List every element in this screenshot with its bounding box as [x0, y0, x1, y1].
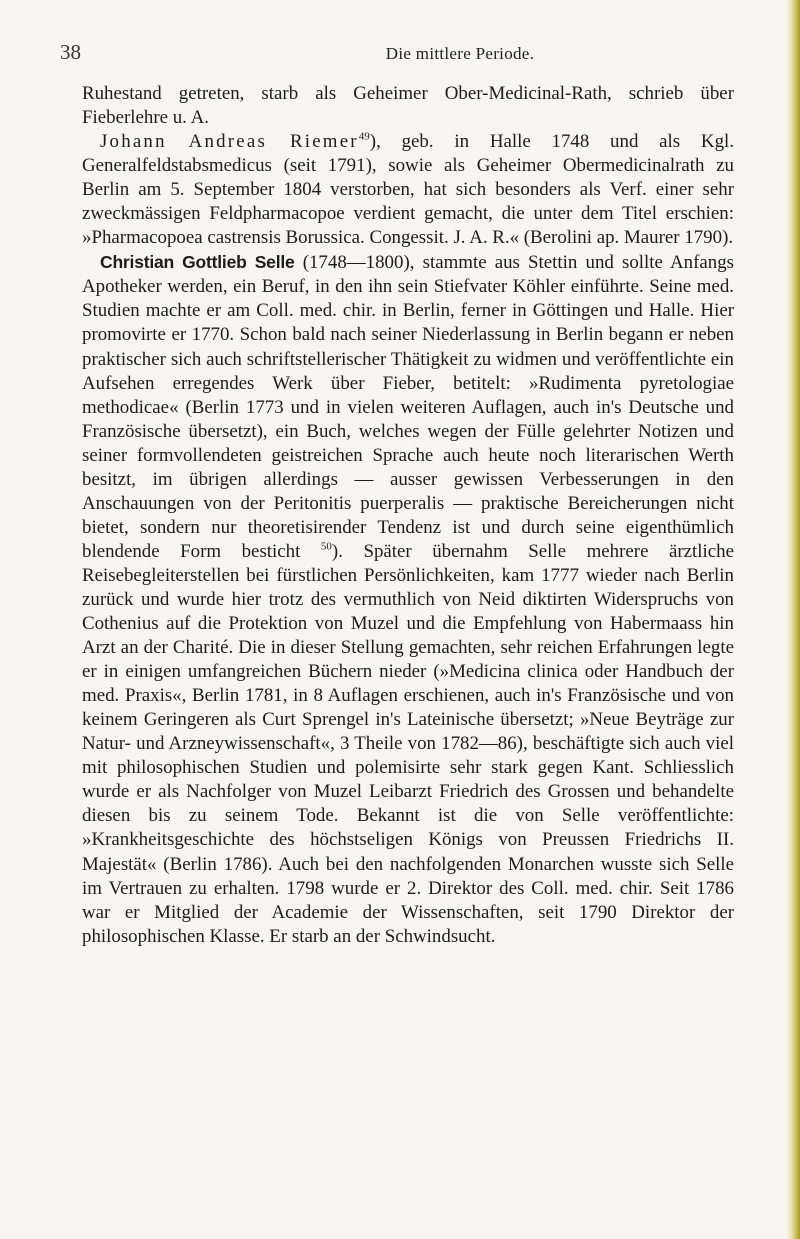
person-name-riemer: Johann Andreas Riemer [100, 131, 359, 153]
body-text [82, 82, 734, 949]
page-number: 38 [60, 40, 81, 64]
running-title: Die mittlere Periode. [385, 44, 535, 63]
page-edge-decoration [786, 0, 800, 1239]
paragraph-selle-text-a: (1748—1800), stammte aus Stettin und sollte Anfangs Apotheker werden, ein Beruf, in den ihn sein Stiefvater Köhler einführte. Seine med. Studien machte er am Coll. med. chir. in Berlin, ferner in Göttingen und Halle. Hier promovirte er 1770. Schon bald nach seiner Niederlassung in Berlin begann er neben praktischer sich auch schriftstellerischer Thätigkeit zu widmen und veröffentlichte ein Aufsehen erregendes Werk über Fieber, betitelt: »Rudimenta pyretologiae methodicae« (Berlin 1773 und in vielen weiteren Auflagen, auch in's Deutsche und Französische übersetzt), ein Buch, welches wegen der Fülle gelehrter Notizen und seiner formvollendeten geistreichen Sprache auch heute noch literarischen Werth besitzt, im übrigen allerdings — ausser gewissen Verbesserungen in den Anschauungen von der Peritonitis puerperalis — praktische Bereicherungen nicht bietet, sondern nur theoretisirender Tendenz ist und durch seine eigenthümlich blendende Form besticht [82, 252, 734, 562]
paragraph-selle [82, 250, 734, 948]
paragraph-continuation: Ruhestand getreten, starb als Geheimer Ober-Medicinal-Rath, schrieb über Fieberlehre u. A. [82, 83, 734, 129]
footnote-ref-50: 50 [320, 540, 332, 553]
paragraph-riemer-text: ), geb. in Halle 1748 und als Kgl. Generalfeldstabsmedicus (seit 1791), sowie als Geheimer Obermedicinalrath zu Berlin am 5. September 1804 verstorben, hat sich besonders als Verf. einer sehr zweckmässigen Feldpharmacopoe verdient gemacht, die unter dem Titel erschien: »Pharmacopoea castrensis Borussica. Congessit. J. A. R.« (Berolini ap. Maurer 1790). [82, 131, 734, 249]
paragraph-selle-text-b: ). Später übernahm Selle mehrere ärztliche Reisebegleiterstellen bei fürstlichen Persönlichkeiten, kam 1777 wieder nach Berlin zurück und wurde hier trotz des vermuthlich von Neid diktirten Widerspruchs von Cothenius auf die Protektion von Muzel und die Empfehlung von Habermaass hin Arzt an der Charité. Die in dieser Stellung gemachten, sehr reichen Erfahrungen legte er in einigen umfangreichen Büchern nieder (»Medicina clinica oder Handbuch der med. Praxis«, Berlin 1781, in 8 Auflagen erschienen, auch in's Französische und von keinem Geringeren als Curt Sprengel in's Lateinische übersetzt; »Neue Beyträge zur Natur- und Arzneywissenschaft«, 3 Theile von 1782—86), beschäftigte sich auch viel mit philosophischen Studien und polemisirte sehr stark gegen Kant. Schliesslich wurde er als Nachfolger von Muzel Leibarzt Friedrich des Grossen und behandelte diesen bis zu seinem Tode. Bekannt ist die von Selle veröffentlichte: »Krankheitsgeschichte des höchstseligen Königs von Preussen Friedrichs II. Majestät« (Berlin 1786). Auch bei den nachfolgenden Monarchen wusste sich Selle im Vertrauen zu erhalten. 1798 wurde er 2. Direktor des Coll. med. chir. Seit 1786 war er Mitglied der Academie der Wissenschaften, seit 1790 Direktor der philosophischen Klasse. Er starb an der Schwindsucht. [82, 540, 734, 947]
footnote-ref-49: 49 [358, 130, 370, 143]
page-header [60, 40, 760, 70]
person-name-selle: Christian Gottlieb Selle [100, 252, 295, 273]
paragraph-riemer [82, 130, 734, 250]
